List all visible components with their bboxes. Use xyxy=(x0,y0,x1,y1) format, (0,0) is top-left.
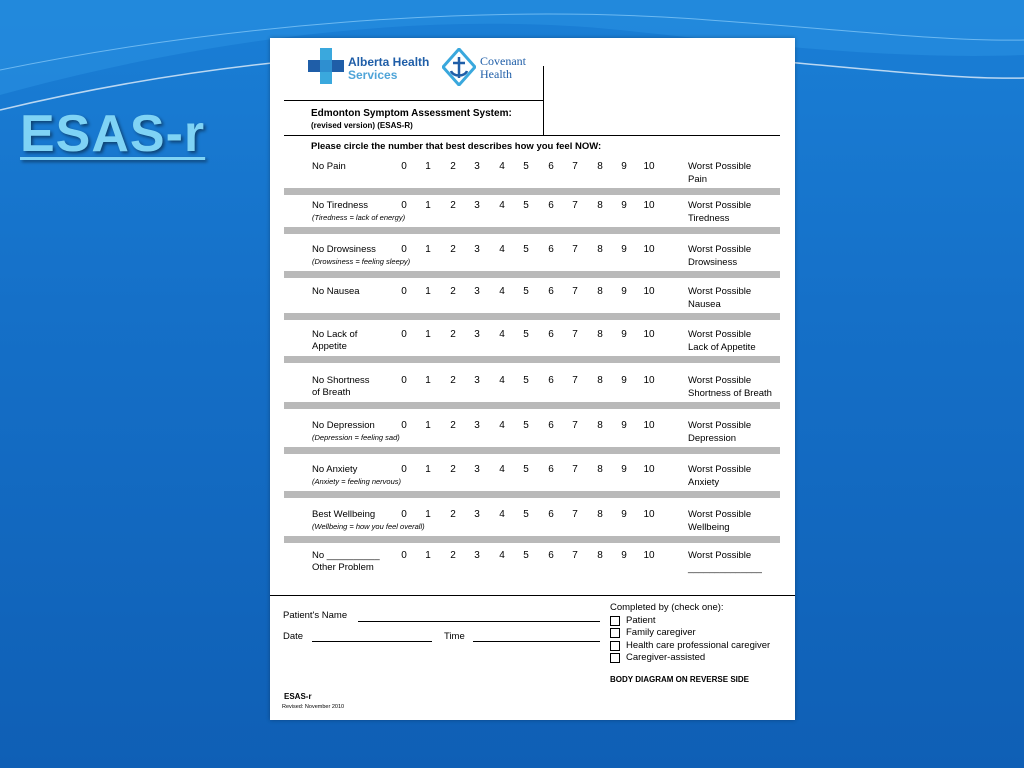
rating-option[interactable]: 7 xyxy=(572,375,578,386)
rating-option[interactable]: 0 xyxy=(401,375,407,386)
rating-option[interactable]: 9 xyxy=(621,244,627,255)
rating-option[interactable]: 9 xyxy=(621,464,627,475)
completed-option-patient[interactable] xyxy=(610,615,770,628)
symptom-high-label xyxy=(688,244,788,269)
rating-option[interactable]: 0 xyxy=(401,286,407,297)
rating-option[interactable]: 5 xyxy=(523,420,529,431)
rating-option[interactable]: 10 xyxy=(643,464,655,475)
symptom-high-text: Worst Possible xyxy=(688,375,752,386)
symptom-note: (Anxiety = feeling nervous) xyxy=(312,477,402,486)
rating-option[interactable]: 1 xyxy=(425,375,431,386)
rating-option[interactable]: 6 xyxy=(548,375,554,386)
rating-option[interactable]: 5 xyxy=(523,509,529,520)
rating-option[interactable]: 1 xyxy=(425,244,431,255)
symptom-high-label xyxy=(688,550,788,575)
rating-option[interactable]: 5 xyxy=(523,375,529,386)
rating-option[interactable]: 6 xyxy=(548,244,554,255)
rating-option[interactable]: 8 xyxy=(597,464,603,475)
rating-option[interactable]: 6 xyxy=(548,420,554,431)
rating-option[interactable]: 4 xyxy=(499,550,505,561)
rating-option[interactable]: 1 xyxy=(425,329,431,340)
rating-option[interactable]: 6 xyxy=(548,464,554,475)
rating-option[interactable]: 10 xyxy=(643,200,655,211)
rating-option[interactable]: 6 xyxy=(548,329,554,340)
symptom-high-text-2: Lack of Appetite xyxy=(688,341,756,353)
rating-option[interactable]: 0 xyxy=(401,509,407,520)
rating-option[interactable]: 9 xyxy=(621,329,627,340)
header-divider-vertical xyxy=(543,66,544,136)
rating-option[interactable]: 2 xyxy=(450,375,456,386)
time-label: Time xyxy=(444,631,465,642)
symptom-low-text: No Tiredness xyxy=(312,200,368,211)
rating-option[interactable]: 1 xyxy=(425,161,431,172)
symptom-low-text-2: Other Problem xyxy=(312,562,374,573)
symptom-high-text-2: Pain xyxy=(688,173,708,185)
symptom-high-text: Worst Possible xyxy=(688,161,752,172)
rating-option[interactable]: 9 xyxy=(621,375,627,386)
symptom-note: (Wellbeing = how you feel overall) xyxy=(312,522,425,531)
rating-option[interactable]: 8 xyxy=(597,244,603,255)
logo-row xyxy=(270,38,795,100)
rating-option[interactable]: 0 xyxy=(401,550,407,561)
option-label: Caregiver-assisted xyxy=(626,652,706,663)
rating-option[interactable]: 9 xyxy=(621,200,627,211)
footer-code: ESAS-r xyxy=(284,692,312,701)
option-label: Health care professional caregiver xyxy=(626,639,771,651)
rating-option[interactable]: 2 xyxy=(450,200,456,211)
rating-option[interactable]: 7 xyxy=(572,420,578,431)
rating-option[interactable]: 5 xyxy=(523,286,529,297)
symptom-high-text-2: ______________ xyxy=(688,562,762,574)
rating-option[interactable]: 10 xyxy=(643,244,655,255)
time-line[interactable] xyxy=(473,641,600,642)
symptom-low-text: No Lack of xyxy=(312,329,358,340)
rating-option[interactable]: 7 xyxy=(572,329,578,340)
instruction-text: Please circle the number that best describes how you feel NOW: xyxy=(311,141,602,152)
rating-option[interactable]: 10 xyxy=(643,329,655,340)
completed-option-family-caregiver[interactable] xyxy=(610,627,770,640)
rating-option[interactable]: 8 xyxy=(597,420,603,431)
symptom-low-text: No Shortness xyxy=(312,375,370,386)
rating-option[interactable]: 4 xyxy=(499,161,505,172)
rating-option[interactable]: 10 xyxy=(643,420,655,431)
rating-option[interactable]: 9 xyxy=(621,286,627,297)
ahs-logo-line1: Alberta Health xyxy=(348,55,430,69)
symptom-note: (Depression = feeling sad) xyxy=(312,433,400,442)
symptom-low-text-2: of Breath xyxy=(312,387,351,398)
rating-option[interactable]: 10 xyxy=(643,375,655,386)
rating-option[interactable]: 1 xyxy=(425,286,431,297)
symptom-high-text: Worst Possible xyxy=(688,509,752,520)
row-separator-bar xyxy=(284,356,780,363)
rating-option[interactable]: 8 xyxy=(597,286,603,297)
symptom-high-text: Worst Possible xyxy=(688,329,752,340)
rating-option[interactable]: 2 xyxy=(450,286,456,297)
completed-option-caregiver-assisted[interactable] xyxy=(610,652,770,665)
symptom-high-label xyxy=(688,375,788,400)
rating-option[interactable]: 2 xyxy=(450,161,456,172)
rating-option[interactable]: 4 xyxy=(499,200,505,211)
rating-option[interactable]: 1 xyxy=(425,200,431,211)
rating-option[interactable]: 10 xyxy=(643,509,655,520)
symptom-low-label xyxy=(312,161,397,173)
rating-option[interactable]: 7 xyxy=(572,200,578,211)
symptom-low-label xyxy=(312,375,397,399)
rating-option[interactable]: 1 xyxy=(425,550,431,561)
rating-option[interactable]: 3 xyxy=(474,509,480,520)
symptom-low-text: Best Wellbeing xyxy=(312,509,376,520)
completed-by-label: Completed by (check one): xyxy=(610,602,724,613)
header-divider-2 xyxy=(284,135,780,136)
symptom-high-text-2: Anxiety xyxy=(688,476,720,488)
ahs-logo-line2: Services xyxy=(348,68,398,82)
rating-option[interactable]: 1 xyxy=(425,464,431,475)
symptom-high-text-2: Nausea xyxy=(688,298,721,310)
rating-option[interactable]: 2 xyxy=(450,420,456,431)
ahs-logo-text xyxy=(348,56,429,82)
rating-option[interactable]: 7 xyxy=(572,161,578,172)
rating-option[interactable]: 2 xyxy=(450,329,456,340)
rating-option[interactable]: 9 xyxy=(621,161,627,172)
rating-option[interactable]: 3 xyxy=(474,161,480,172)
rating-option[interactable]: 7 xyxy=(572,286,578,297)
symptom-high-text-2: Drowsiness xyxy=(688,256,738,268)
rating-option[interactable]: 0 xyxy=(401,420,407,431)
rating-option[interactable]: 7 xyxy=(572,244,578,255)
symptom-low-text: No Nausea xyxy=(312,286,360,297)
rating-option[interactable]: 10 xyxy=(643,550,655,561)
symptom-high-text: Worst Possible xyxy=(688,550,752,561)
row-separator-bar xyxy=(284,313,780,320)
symptom-high-label xyxy=(688,286,788,311)
rating-option[interactable]: 7 xyxy=(572,550,578,561)
alberta-health-services-logo-icon xyxy=(308,48,344,84)
symptom-low-label xyxy=(312,200,406,224)
row-separator-bar xyxy=(284,447,780,454)
rating-option[interactable]: 8 xyxy=(597,509,603,520)
rating-option[interactable]: 5 xyxy=(523,464,529,475)
symptom-high-text-2: Depression xyxy=(688,432,737,444)
rating-option[interactable]: 6 xyxy=(548,509,554,520)
rating-option[interactable]: 2 xyxy=(450,464,456,475)
header-divider-1 xyxy=(284,100,544,101)
symptom-low-label xyxy=(312,244,411,268)
row-separator-bar xyxy=(284,227,780,234)
system-title: Edmonton Symptom Assessment System: xyxy=(311,108,512,119)
rating-option[interactable]: 3 xyxy=(474,550,480,561)
rating-option[interactable]: 5 xyxy=(523,329,529,340)
symptom-low-text: No Depression xyxy=(312,420,375,431)
rating-option[interactable]: 7 xyxy=(572,464,578,475)
rating-option[interactable]: 0 xyxy=(401,200,407,211)
rating-option[interactable]: 1 xyxy=(425,420,431,431)
footer-revised: Revised: November 2010 xyxy=(282,704,345,710)
rating-option[interactable]: 3 xyxy=(474,329,480,340)
symptom-note: (Tiredness = lack of energy) xyxy=(312,213,406,222)
row-separator-bar xyxy=(284,536,780,543)
symptom-low-text: No __________ xyxy=(312,550,380,561)
symptom-low-label xyxy=(312,509,425,533)
rating-option[interactable]: 8 xyxy=(597,375,603,386)
covenant-health-logo-icon xyxy=(442,48,476,86)
checkbox-icon[interactable] xyxy=(610,616,620,626)
symptom-high-label xyxy=(688,509,788,534)
symptom-low-label xyxy=(312,420,400,444)
symptom-high-label xyxy=(688,420,788,445)
symptom-low-text: No Drowsiness xyxy=(312,244,376,255)
symptom-high-label xyxy=(688,200,788,225)
rating-option[interactable]: 9 xyxy=(621,509,627,520)
rating-option[interactable]: 2 xyxy=(450,509,456,520)
rating-option[interactable]: 10 xyxy=(643,161,655,172)
covenant-logo-line2: Health xyxy=(480,67,512,81)
rating-option[interactable]: 4 xyxy=(499,464,505,475)
rating-option[interactable]: 3 xyxy=(474,244,480,255)
esas-form-document xyxy=(270,38,795,720)
rating-option[interactable]: 4 xyxy=(499,286,505,297)
rating-option[interactable]: 5 xyxy=(523,244,529,255)
rating-option[interactable]: 6 xyxy=(548,550,554,561)
option-label: Patient xyxy=(626,614,656,626)
symptom-high-text-2: Wellbeing xyxy=(688,521,730,533)
rating-option[interactable]: 3 xyxy=(474,375,480,386)
rating-option[interactable]: 2 xyxy=(450,244,456,255)
rating-option[interactable]: 4 xyxy=(499,244,505,255)
rating-option[interactable]: 7 xyxy=(572,509,578,520)
rating-option[interactable]: 10 xyxy=(643,286,655,297)
symptom-low-label xyxy=(312,464,402,488)
symptom-high-text: Worst Possible xyxy=(688,420,752,431)
row-separator-bar xyxy=(284,271,780,278)
symptom-high-text: Worst Possible xyxy=(688,200,752,211)
symptom-high-text-2: Tiredness xyxy=(688,212,730,224)
rating-option[interactable]: 9 xyxy=(621,420,627,431)
rating-option[interactable]: 4 xyxy=(499,375,505,386)
symptom-high-label xyxy=(688,464,788,489)
symptom-low-text-2: Appetite xyxy=(312,341,347,352)
row-separator-bar xyxy=(284,491,780,498)
rating-option[interactable]: 0 xyxy=(401,161,407,172)
footer-divider xyxy=(270,595,795,596)
rating-option[interactable]: 3 xyxy=(474,200,480,211)
rating-option[interactable]: 8 xyxy=(597,550,603,561)
rating-option[interactable]: 5 xyxy=(523,550,529,561)
rating-option[interactable]: 3 xyxy=(474,420,480,431)
symptom-high-text-2: Shortness of Breath xyxy=(688,387,772,399)
slide-title: ESAS-r xyxy=(20,105,206,163)
row-separator-bar xyxy=(284,188,780,195)
symptom-low-label xyxy=(312,550,397,574)
rating-option[interactable]: 1 xyxy=(425,509,431,520)
rating-option[interactable]: 4 xyxy=(499,509,505,520)
symptom-high-text: Worst Possible xyxy=(688,244,752,255)
rating-option[interactable]: 8 xyxy=(597,161,603,172)
checkbox-icon[interactable] xyxy=(610,653,620,663)
checkbox-icon[interactable] xyxy=(610,628,620,638)
rating-option[interactable]: 5 xyxy=(523,200,529,211)
symptom-high-label xyxy=(688,161,788,186)
completed-by-section xyxy=(610,602,770,665)
rating-option[interactable]: 0 xyxy=(401,464,407,475)
completed-option-health-care-professional[interactable] xyxy=(610,640,770,653)
reverse-side-note: BODY DIAGRAM ON REVERSE SIDE xyxy=(610,675,749,684)
rating-option[interactable]: 6 xyxy=(548,200,554,211)
date-label: Date xyxy=(283,631,304,642)
rating-option[interactable]: 2 xyxy=(450,550,456,561)
symptom-low-text: No Anxiety xyxy=(312,464,358,475)
rating-option[interactable]: 4 xyxy=(499,329,505,340)
symptom-high-text: Worst Possible xyxy=(688,464,752,475)
symptom-high-text: Worst Possible xyxy=(688,286,752,297)
rating-option[interactable]: 6 xyxy=(548,286,554,297)
rating-option[interactable]: 9 xyxy=(621,550,627,561)
rating-option[interactable]: 3 xyxy=(474,464,480,475)
patient-name-line[interactable] xyxy=(358,621,600,622)
symptom-note: (Drowsiness = feeling sleepy) xyxy=(312,257,411,266)
symptom-low-label xyxy=(312,286,397,298)
rating-option[interactable]: 6 xyxy=(548,161,554,172)
rating-option[interactable]: 0 xyxy=(401,244,407,255)
row-separator-bar xyxy=(284,402,780,409)
rating-option[interactable]: 3 xyxy=(474,286,480,297)
rating-option[interactable]: 8 xyxy=(597,329,603,340)
date-line[interactable] xyxy=(312,641,432,642)
symptom-high-label xyxy=(688,329,788,354)
rating-option[interactable]: 8 xyxy=(597,200,603,211)
symptom-low-text: No Pain xyxy=(312,161,346,172)
rating-option[interactable]: 0 xyxy=(401,329,407,340)
system-subtitle: (revised version) (ESAS-R) xyxy=(311,121,413,130)
covenant-logo-line1: Covenant xyxy=(480,54,526,68)
rating-option[interactable]: 5 xyxy=(523,161,529,172)
covenant-logo-text xyxy=(480,55,526,81)
checkbox-icon[interactable] xyxy=(610,641,620,651)
symptom-low-label xyxy=(312,329,397,353)
rating-option[interactable]: 4 xyxy=(499,420,505,431)
patient-name-label: Patient's Name xyxy=(283,610,348,621)
option-label: Family caregiver xyxy=(626,627,696,638)
